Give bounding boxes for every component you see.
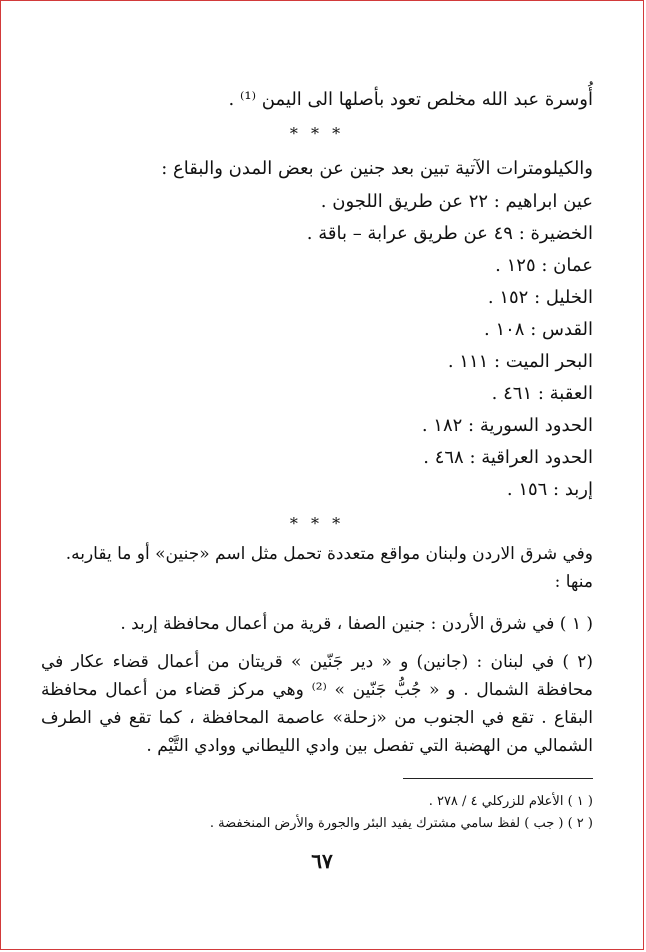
section-separator: * * * [289,124,345,143]
place-item-1: ( ١ ) في شرق الأردن : جنين الصفا ، قرية من أعمال محافظة إربد . [120,614,593,634]
distance-item: عين ابراهيم : ٢٢ عن طريق اللجون . [320,191,593,212]
distance-item: عمان : ١٢٥ . [495,255,593,276]
distance-item: الخضيرة : ٤٩ عن طريق عرابة – باقة . [306,223,593,244]
distance-item: العقبة : ٤٦١ . [491,383,593,404]
footnote-2: ( ٢ ) ( جب ) لفظ سامي مشترك يفيد البئر والجورة والأرض المنخفضة . [209,816,593,831]
section-separator: * * * [289,514,345,533]
footnotes [41,791,593,835]
footnote-1: ( ١ ) الأعلام للزركلي ٤ / ٢٧٨ . [428,794,593,809]
distance-item: البحر الميت : ١١١ . [447,351,593,372]
page-body [41,89,593,760]
place-item-2: (٢ ) في لبنان : (جانين) و « دير جَنّين » قريتان من أعمال قضاء عكار في محافظة الشمال . و « جُبُّ جَنّين » ⁽²⁾ وهي مركز قضاء من أعمال محافظة البقاع . تقع في الجنوب من «زحلة» عاصمة المحافظة ، كما تقع في الطرف الشمالي من الهضبة التي تفصل بين وادي الليطاني ووادي التَّيْم . [41,652,593,756]
distance-item: القدس : ١٠٨ . [484,319,593,340]
distance-item: الحدود العراقية : ٤٦٨ . [423,447,593,468]
page-number: ٦٧ [311,849,333,873]
distance-item: الحدود السورية : ١٨٢ . [421,415,593,436]
distance-item: الخليل : ١٥٢ . [487,287,593,308]
distance-item: إربد : ١٥٦ . [506,479,593,500]
footnote-divider [403,778,593,779]
places-intro: وفي شرق الاردن ولبنان مواقع متعددة تحمل مثل اسم «جنين» أو ما يقاربه. منها : [65,544,593,592]
distances-list [41,186,593,506]
origin-line: أُوسرة عبد الله مخلص تعود بأصلها الى اليمن ⁽¹⁾ . [228,89,593,110]
distances-intro: والكيلومترات الآتية تبين بعد جنين عن بعض المدن والبقاع : [161,158,593,179]
